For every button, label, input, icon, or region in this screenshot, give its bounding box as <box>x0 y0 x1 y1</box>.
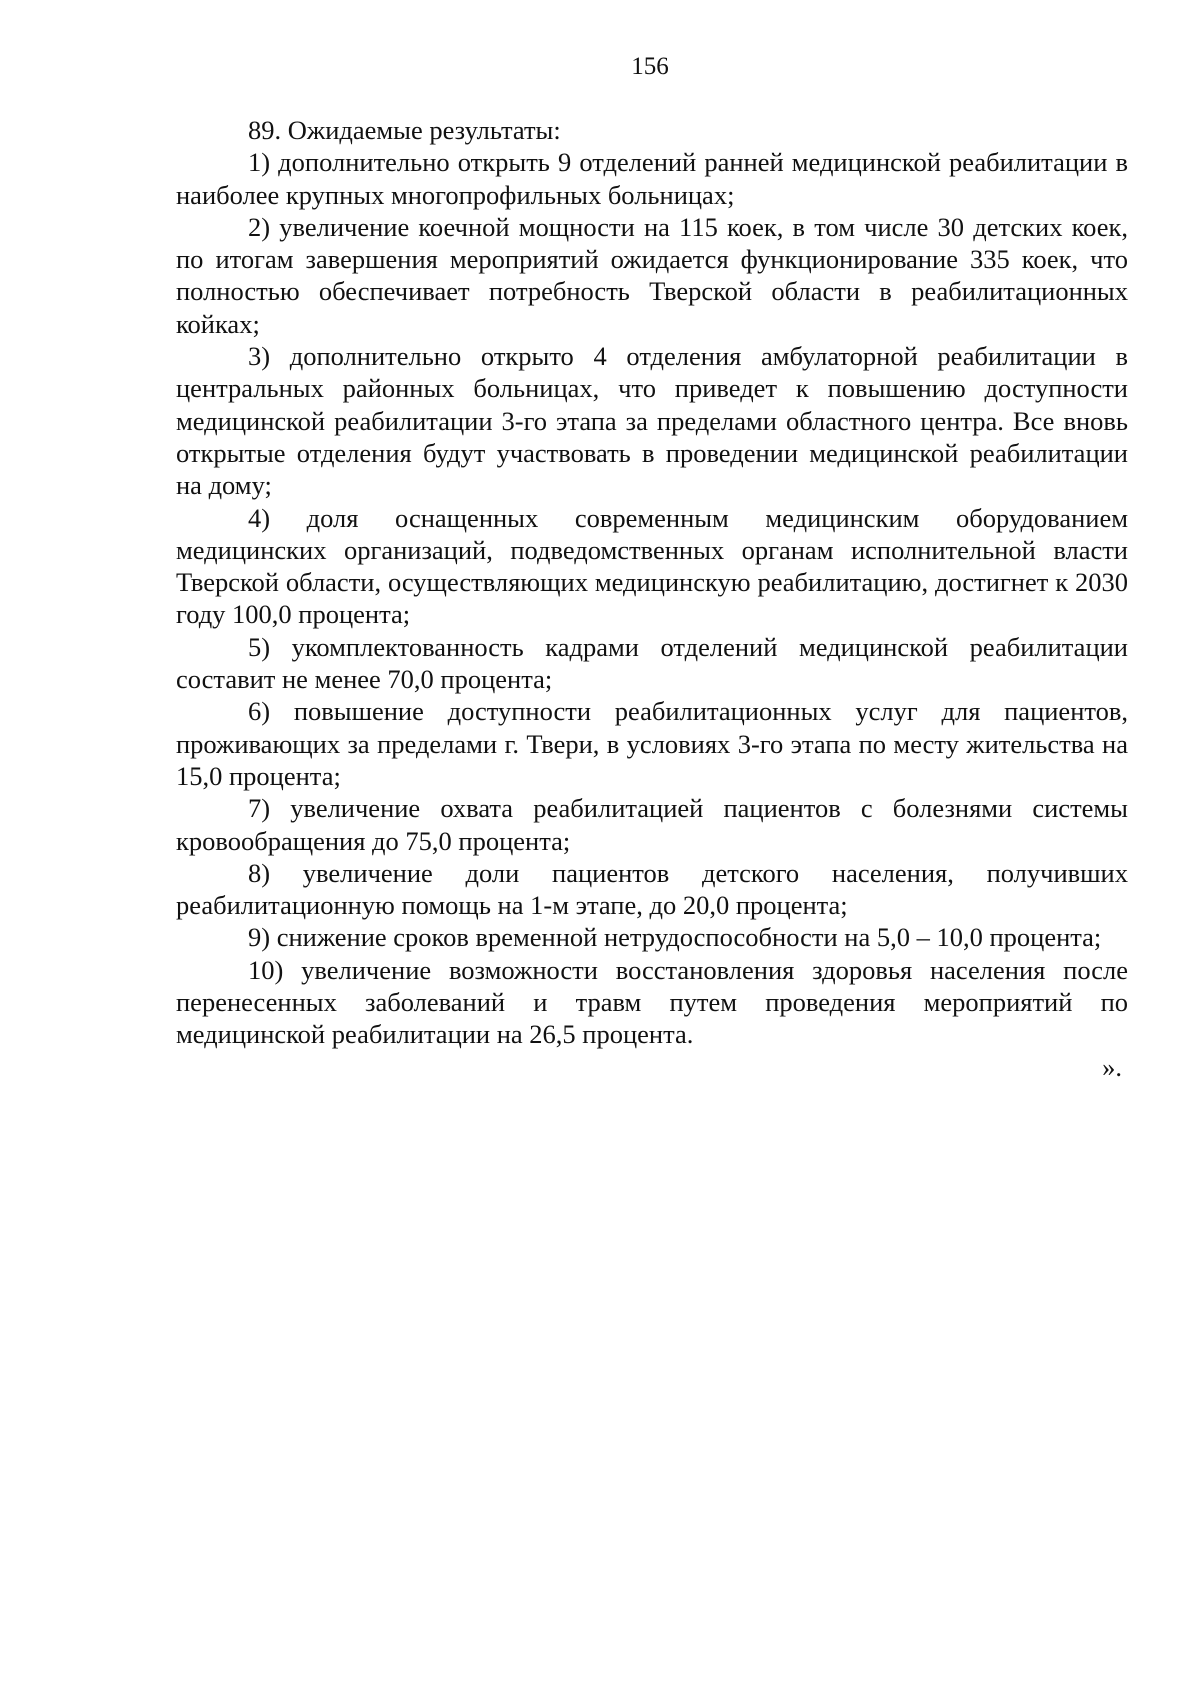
result-item-10: 10) увеличение возможности восстановления здоровья населения после перенесенных заболеваний и травм путем проведения мероприятий по медицинской реабилитации на 26,5 процента. <box>176 954 1128 1050</box>
result-item-2: 2) увеличение коечной мощности на 115 коек, в том числе 30 детских коек, по итогам завершения мероприятий ожидается функционирование 335 коек, что полностью обеспечивает потребность Тверской области в реабилитационных койках; <box>176 211 1128 339</box>
section-heading: 89. Ожидаемые результаты: <box>248 115 561 145</box>
closing-quote: ». <box>1102 1051 1122 1082</box>
result-item-4: 4) доля оснащенных современным медицинским оборудованием медицинских организаций, подведомственных органам исполнительной власти Тверской области, осуществляющих медицинскую реабилитацию, достигнет к 2030 году 100,0 процента; <box>176 502 1128 630</box>
result-item-5: 5) укомплектованность кадрами отделений медицинской реабилитации составит не менее 70,0 процента; <box>176 631 1128 695</box>
result-item-7: 7) увеличение охвата реабилитацией пациентов с болезнями системы кровообращения до 75,0 процента; <box>176 793 1128 856</box>
document-body <box>176 114 1128 1083</box>
result-item-3: 3) дополнительно открыто 4 отделения амбулаторной реабилитации в центральных районных больницах, что приведет к повышению доступности медицинской реабилитации 3-го этапа за пределами областного центра. Все вновь открытые отделения будут участвовать в проведении медицинской реабилитации на дому; <box>176 341 1128 501</box>
result-item-1: 1) дополнительно открыть 9 отделений ранней медицинской реабилитации в наиболее крупных многопрофильных больницах; <box>176 147 1128 210</box>
result-item-8: 8) увеличение доли пациентов детского населения, получивших реабилитационную помощь на 1-м этапе, до 20,0 процента; <box>176 857 1128 921</box>
result-item-6: 6) повышение доступности реабилитационных услуг для пациентов, проживающих за пределами г. Твери, в условиях 3-го этапа по месту жительства на 15,0 процента; <box>176 696 1128 791</box>
page-number: 156 <box>631 53 669 80</box>
result-item-9: 9) снижение сроков временной нетрудоспособности на 5,0 – 10,0 процента; <box>248 922 1102 953</box>
